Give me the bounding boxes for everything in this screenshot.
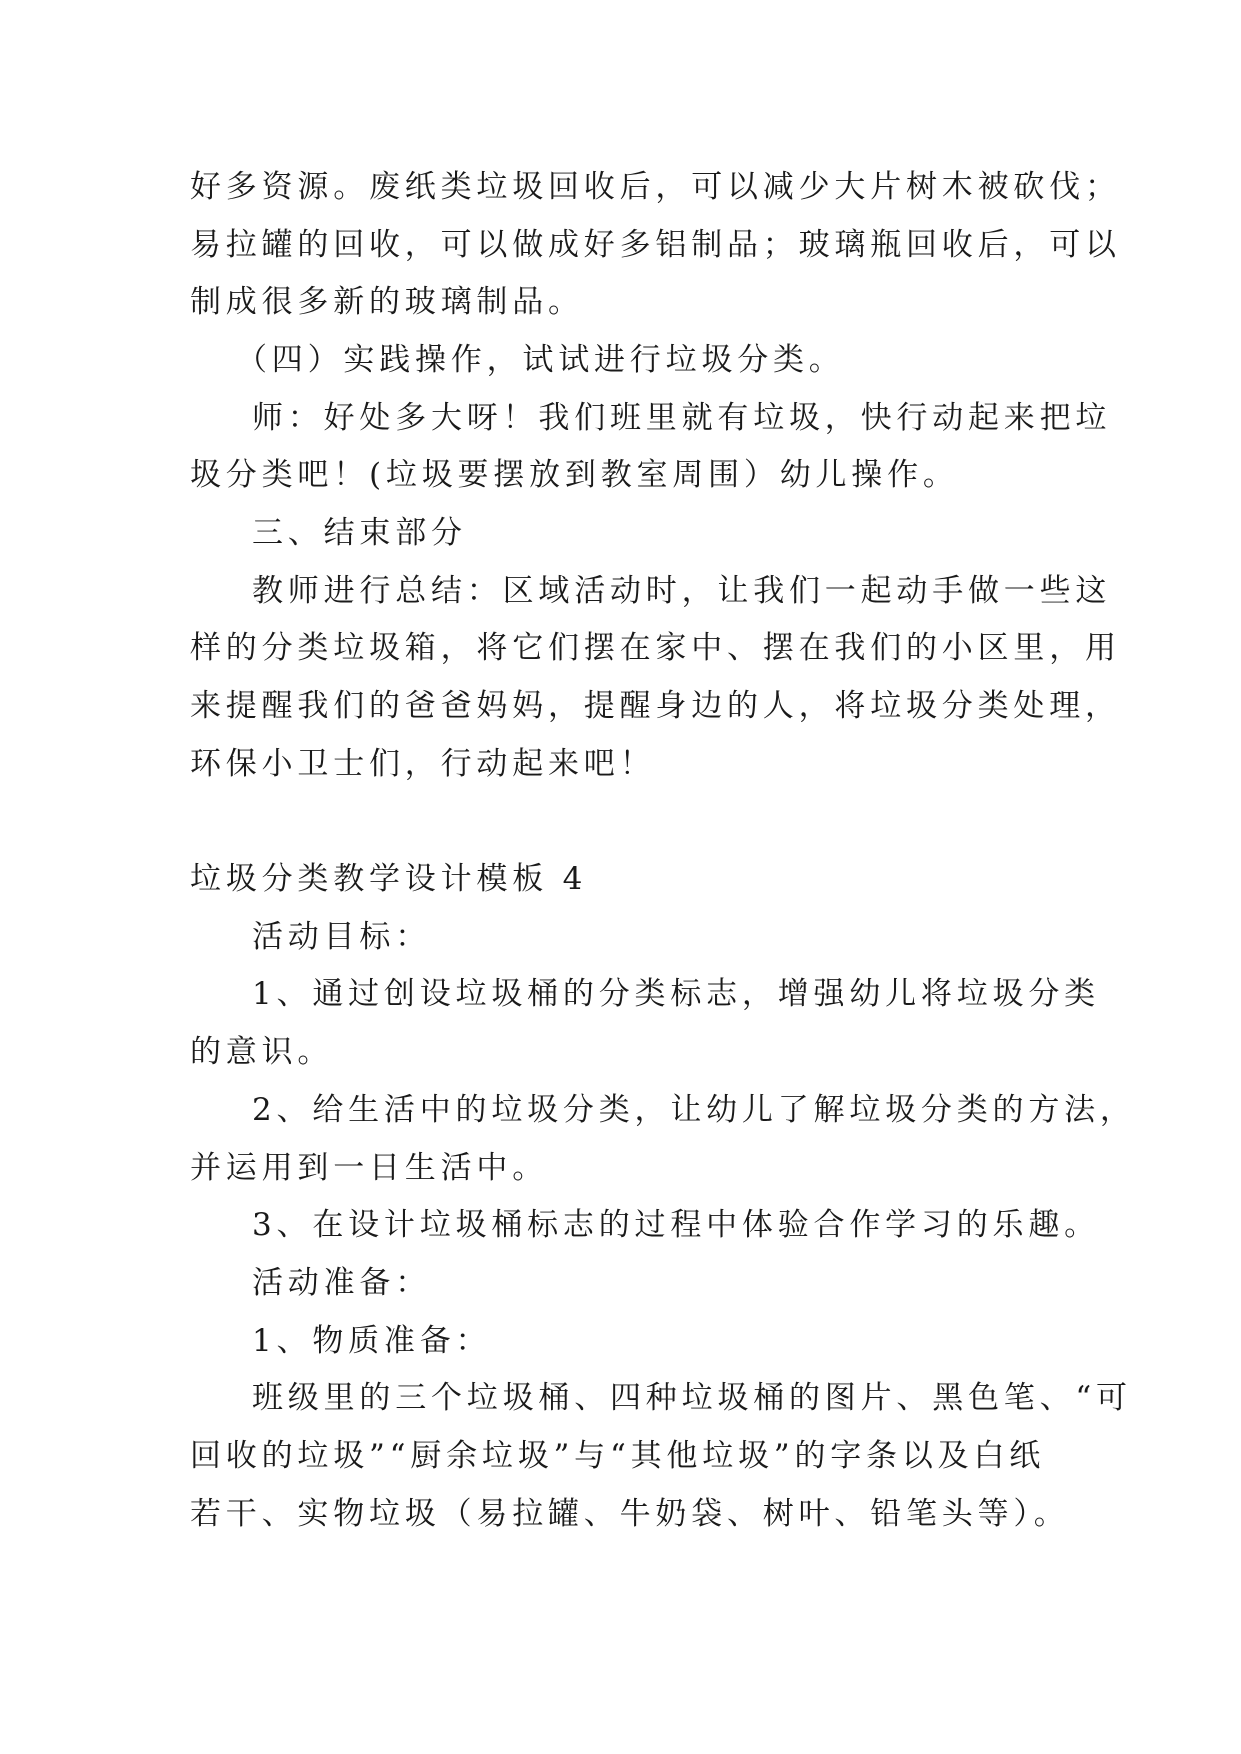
section-heading: （四）实践操作，试试进行垃圾分类。 — [236, 342, 845, 378]
paragraph-line: 教师进行总结：区域活动时，让我们一起动手做一些这 — [252, 573, 1112, 609]
paragraph-line: 来提醒我们的爸爸妈妈，提醒身边的人，将垃圾分类处理， — [190, 688, 1121, 724]
paragraph-line: 圾分类吧！(垃圾要摆放到教室周围）幼儿操作。 — [190, 457, 959, 493]
section-heading: 活动目标： — [252, 919, 431, 955]
list-item: 1、通过创设垃圾桶的分类标志，增强幼儿将垃圾分类 — [252, 976, 1100, 1012]
paragraph-line: 若干、实物垃圾（易拉罐、牛奶袋、树叶、铅笔头等）。 — [190, 1496, 1070, 1532]
list-item: 3、在设计垃圾桶标志的过程中体验合作学习的乐趣。 — [252, 1207, 1100, 1243]
paragraph-line: 并运用到一日生活中。 — [190, 1150, 548, 1186]
section-heading: 活动准备： — [252, 1265, 431, 1301]
paragraph-line: 回收的垃圾”“厨余垃圾”与“其他垃圾”的字条以及白纸 — [190, 1438, 1046, 1474]
paragraph-line: 易拉罐的回收，可以做成好多铝制品；玻璃瓶回收后，可以 — [190, 227, 1121, 263]
paragraph-line: 师：好处多大呀！我们班里就有垃圾，快行动起来把垃 — [252, 400, 1112, 436]
section-heading: 三、结束部分 — [252, 515, 467, 551]
paragraph-line: 的意识。 — [190, 1034, 334, 1070]
list-item: 2、给生活中的垃圾分类，让幼儿了解垃圾分类的方法， — [252, 1092, 1136, 1128]
paragraph-line: 制成很多新的玻璃制品。 — [190, 284, 584, 320]
paragraph-line: 好多资源。废纸类垃圾回收后，可以减少大片树木被砍伐； — [190, 169, 1121, 205]
list-item: 1、物质准备： — [252, 1323, 492, 1359]
document-title: 垃圾分类教学设计模板 4 — [190, 861, 588, 897]
paragraph-line: 班级里的三个垃圾桶、四种垃圾桶的图片、黑色笔、“可 — [252, 1380, 1132, 1416]
paragraph-line: 样的分类垃圾箱，将它们摆在家中、摆在我们的小区里，用 — [190, 630, 1121, 666]
paragraph-line: 环保小卫士们，行动起来吧！ — [190, 746, 656, 782]
